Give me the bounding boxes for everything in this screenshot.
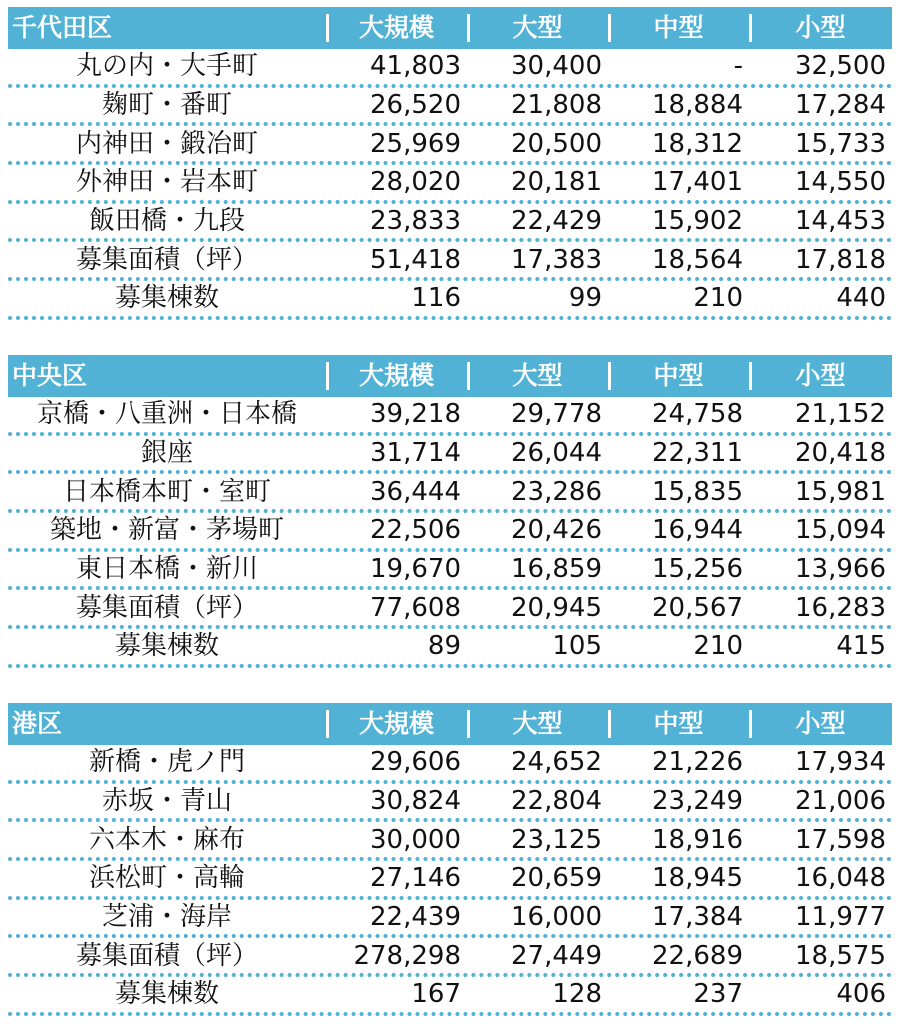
value-small: 21,152 <box>795 399 886 430</box>
table-row <box>8 590 892 629</box>
value-small: 17,284 <box>795 90 886 121</box>
section-chuo <box>8 355 892 668</box>
table-row <box>8 822 892 861</box>
section-title: 千代田区 <box>12 13 113 42</box>
section-header <box>8 355 892 397</box>
row-label: 銀座 <box>140 438 193 469</box>
section-minato <box>8 703 892 1016</box>
row-label: 募集面積（坪） <box>75 592 258 623</box>
row-label: 内神田・鍛冶町 <box>75 128 258 159</box>
table-row <box>8 938 892 977</box>
value-small: 11,977 <box>795 902 886 933</box>
row-label: 募集棟数 <box>114 283 219 314</box>
value-medium: 18,945 <box>652 863 743 894</box>
table-row <box>8 474 892 513</box>
table-row <box>8 861 892 900</box>
value-large: 99 <box>568 283 602 314</box>
table-row <box>8 745 892 784</box>
row-label: 築地・新富・茅場町 <box>49 515 284 546</box>
table-row <box>8 552 892 591</box>
value-small: 15,981 <box>795 476 886 507</box>
value-medium: 210 <box>693 631 743 662</box>
column-header-large: 大型 <box>467 355 608 397</box>
value-large-scale: 77,608 <box>370 592 461 623</box>
value-medium: 23,249 <box>652 786 743 817</box>
row-label: 丸の内・大手町 <box>75 51 258 82</box>
table-row <box>8 784 892 823</box>
value-small: 16,283 <box>795 592 886 623</box>
value-medium: 20,567 <box>652 592 743 623</box>
value-small: 406 <box>836 979 886 1010</box>
value-large-scale: 28,020 <box>370 167 461 198</box>
value-large: 29,778 <box>511 399 602 430</box>
value-small: 17,934 <box>795 747 886 778</box>
column-header-small: 小型 <box>749 703 892 745</box>
value-medium: 18,884 <box>652 90 743 121</box>
value-medium: 16,944 <box>652 515 743 546</box>
value-large: 20,181 <box>511 167 602 198</box>
value-small: 32,500 <box>795 51 886 82</box>
row-label: 浜松町・高輪 <box>88 863 245 894</box>
value-small: 14,453 <box>795 206 886 237</box>
column-header-medium: 中型 <box>608 355 749 397</box>
row-label: 募集面積（坪） <box>75 940 258 971</box>
value-large-scale: 30,000 <box>370 824 461 855</box>
value-medium: 237 <box>693 979 743 1010</box>
value-large-scale: 29,606 <box>370 747 461 778</box>
table-row <box>8 126 892 165</box>
value-large: 22,804 <box>511 786 602 817</box>
column-header-medium: 中型 <box>608 7 749 49</box>
value-large: 23,125 <box>511 824 602 855</box>
value-small: 18,575 <box>795 940 886 971</box>
value-small: 21,006 <box>795 786 886 817</box>
section-title: 中央区 <box>12 361 88 390</box>
row-label: 新橋・虎ノ門 <box>88 747 245 778</box>
column-header-large-scale: 大規模 <box>326 7 467 49</box>
value-large-scale: 31,714 <box>370 438 461 469</box>
value-medium: 15,835 <box>652 476 743 507</box>
row-label: 日本橋本町・室町 <box>62 476 271 507</box>
value-large: 26,044 <box>511 438 602 469</box>
row-label: 飯田橋・九段 <box>88 206 245 237</box>
value-medium: 21,226 <box>652 747 743 778</box>
value-large-scale: 30,824 <box>370 786 461 817</box>
value-large: 128 <box>552 979 602 1010</box>
value-medium: 18,564 <box>652 244 743 275</box>
column-header-small: 小型 <box>749 7 892 49</box>
row-label: 赤坂・青山 <box>101 786 232 817</box>
section-title: 港区 <box>12 709 63 738</box>
value-medium: 17,384 <box>652 902 743 933</box>
value-small: 440 <box>836 283 886 314</box>
table-row <box>8 242 892 281</box>
table-row <box>8 281 892 320</box>
value-large: 20,945 <box>511 592 602 623</box>
table-row <box>8 977 892 1016</box>
value-large-scale: 51,418 <box>370 244 461 275</box>
row-label: 麹町・番町 <box>101 90 232 121</box>
column-header-large-scale: 大規模 <box>326 703 467 745</box>
value-medium: 17,401 <box>652 167 743 198</box>
section-header <box>8 703 892 745</box>
value-small: 15,733 <box>795 128 886 159</box>
section-header <box>8 7 892 49</box>
table-row <box>8 88 892 127</box>
column-header-large: 大型 <box>467 7 608 49</box>
value-large-scale: 39,218 <box>370 399 461 430</box>
row-label: 外神田・岩本町 <box>75 167 258 198</box>
value-large-scale: 23,833 <box>370 206 461 237</box>
column-header-medium: 中型 <box>608 703 749 745</box>
value-large: 16,000 <box>511 902 602 933</box>
value-large-scale: 41,803 <box>370 51 461 82</box>
column-header-large: 大型 <box>467 703 608 745</box>
value-large-scale: 36,444 <box>370 476 461 507</box>
row-label: 東日本橋・新川 <box>75 554 258 585</box>
table-row <box>8 900 892 939</box>
table-row <box>8 397 892 436</box>
value-large: 17,383 <box>511 244 602 275</box>
table-row <box>8 513 892 552</box>
value-small: 20,418 <box>795 438 886 469</box>
value-large: 20,500 <box>511 128 602 159</box>
value-large-scale: 25,969 <box>370 128 461 159</box>
column-header-large-scale: 大規模 <box>326 355 467 397</box>
value-large-scale: 19,670 <box>370 554 461 585</box>
row-label: 六本木・麻布 <box>88 824 245 855</box>
value-large: 21,808 <box>511 90 602 121</box>
value-large-scale: 167 <box>411 979 461 1010</box>
value-medium: 22,311 <box>652 438 743 469</box>
value-large-scale: 26,520 <box>370 90 461 121</box>
value-large-scale: 22,439 <box>370 902 461 933</box>
value-medium: 15,902 <box>652 206 743 237</box>
section-chiyoda <box>8 7 892 320</box>
value-small: 15,094 <box>795 515 886 546</box>
table-row <box>8 629 892 668</box>
row-label: 芝浦・海岸 <box>101 902 232 933</box>
value-large: 22,429 <box>511 206 602 237</box>
value-large: 16,859 <box>511 554 602 585</box>
row-label: 募集棟数 <box>114 979 219 1010</box>
value-small: 16,048 <box>795 863 886 894</box>
value-medium: 18,312 <box>652 128 743 159</box>
value-small: 17,818 <box>795 244 886 275</box>
value-large-scale: 89 <box>427 631 461 662</box>
value-small: 17,598 <box>795 824 886 855</box>
value-large-scale: 278,298 <box>353 940 461 971</box>
value-medium: 22,689 <box>652 940 743 971</box>
value-large: 105 <box>552 631 602 662</box>
value-large: 27,449 <box>511 940 602 971</box>
value-medium: - <box>733 51 743 82</box>
value-large: 23,286 <box>511 476 602 507</box>
value-medium: 24,758 <box>652 399 743 430</box>
column-header-small: 小型 <box>749 355 892 397</box>
table-row <box>8 436 892 475</box>
value-large: 20,426 <box>511 515 602 546</box>
value-small: 13,966 <box>795 554 886 585</box>
value-medium: 18,916 <box>652 824 743 855</box>
value-small: 14,550 <box>795 167 886 198</box>
value-large-scale: 22,506 <box>370 515 461 546</box>
table-row <box>8 165 892 204</box>
row-label: 京橋・八重洲・日本橋 <box>36 399 297 430</box>
value-large: 24,652 <box>511 747 602 778</box>
value-large-scale: 27,146 <box>370 863 461 894</box>
row-label: 募集面積（坪） <box>75 244 258 275</box>
value-large-scale: 116 <box>411 283 461 314</box>
table-row <box>8 204 892 243</box>
table-row <box>8 49 892 88</box>
value-large: 20,659 <box>511 863 602 894</box>
value-medium: 210 <box>693 283 743 314</box>
value-small: 415 <box>836 631 886 662</box>
value-large: 30,400 <box>511 51 602 82</box>
row-label: 募集棟数 <box>114 631 219 662</box>
value-medium: 15,256 <box>652 554 743 585</box>
